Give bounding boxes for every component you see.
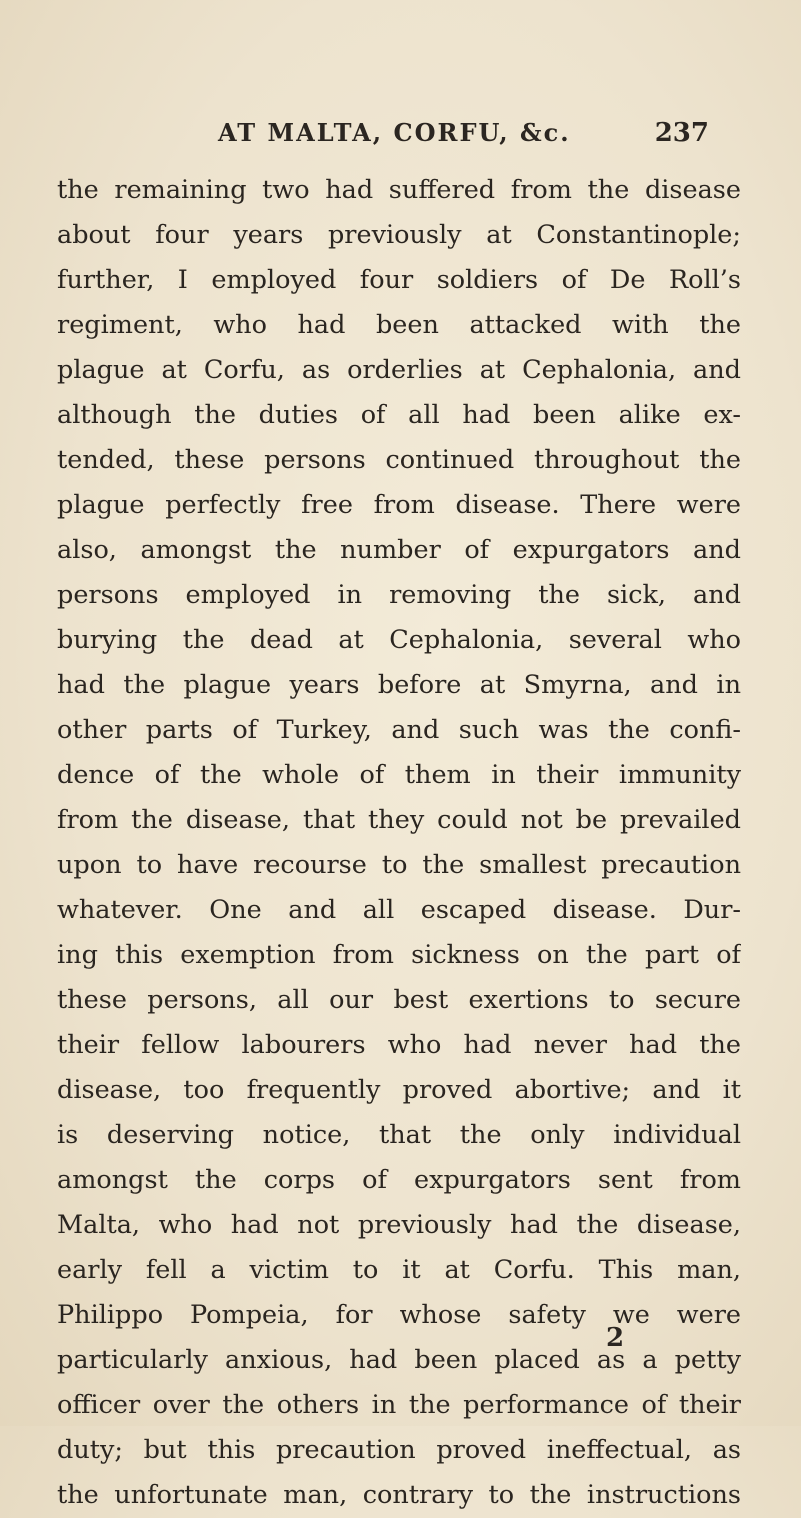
running-head xyxy=(0,118,801,158)
text-line: tended, these persons continued throughout the xyxy=(57,445,741,475)
text-line: officer over the others in the performance of their xyxy=(57,1390,741,1420)
text-line: is deserving notice, that the only individual xyxy=(57,1120,741,1150)
text-line: the remaining two had suffered from the disease xyxy=(57,175,741,205)
text-line: plague perfectly free from disease. There were xyxy=(57,490,741,520)
text-line: early fell a victim to it at Corfu. This man, xyxy=(57,1255,741,1285)
text-line: had the plague years before at Smyrna, and in xyxy=(57,670,741,700)
text-line: Philippo Pompeia, for whose safety we were xyxy=(57,1300,741,1330)
text-line: the unfortunate man, contrary to the instructions xyxy=(57,1480,741,1510)
text-line: whatever. One and all escaped disease. Dur- xyxy=(57,895,741,925)
text-line: Malta, who had not previously had the disease, xyxy=(57,1210,741,1240)
text-line: also, amongst the number of expurgators and xyxy=(57,535,741,565)
text-line: about four years previously at Constantinople; xyxy=(57,220,741,250)
text-line: particularly anxious, had been placed as a petty xyxy=(57,1345,741,1375)
text-line: ing this exemption from sickness on the part of xyxy=(57,940,741,970)
running-title: AT MALTA, CORFU, &c. xyxy=(218,118,571,147)
page-number: 237 xyxy=(654,118,709,148)
text-line: other parts of Turkey, and such was the confi- xyxy=(57,715,741,745)
text-line: burying the dead at Cephalonia, several who xyxy=(57,625,741,655)
text-line: further, I employed four soldiers of De Roll’s xyxy=(57,265,741,295)
text-line: amongst the corps of expurgators sent from xyxy=(57,1165,741,1195)
text-line: these persons, all our best exertions to secure xyxy=(57,985,741,1015)
text-line: upon to have recourse to the smallest precaution xyxy=(57,850,741,880)
text-line: from the disease, that they could not be prevailed xyxy=(57,805,741,835)
text-line: although the duties of all had been alike ex- xyxy=(57,400,741,430)
signature-mark: 2 xyxy=(606,1323,625,1353)
text-line: regiment, who had been attacked with the xyxy=(57,310,741,340)
text-line: their fellow labourers who had never had the xyxy=(57,1030,741,1060)
text-line: duty; but this precaution proved ineffectual, as xyxy=(57,1435,741,1465)
text-line: dence of the whole of them in their immunity xyxy=(57,760,741,790)
text-line: plague at Corfu, as orderlies at Cephalonia, and xyxy=(57,355,741,385)
text-line: persons employed in removing the sick, and xyxy=(57,580,741,610)
text-line: disease, too frequently proved abortive; and it xyxy=(57,1075,741,1105)
body-text xyxy=(57,168,741,1518)
